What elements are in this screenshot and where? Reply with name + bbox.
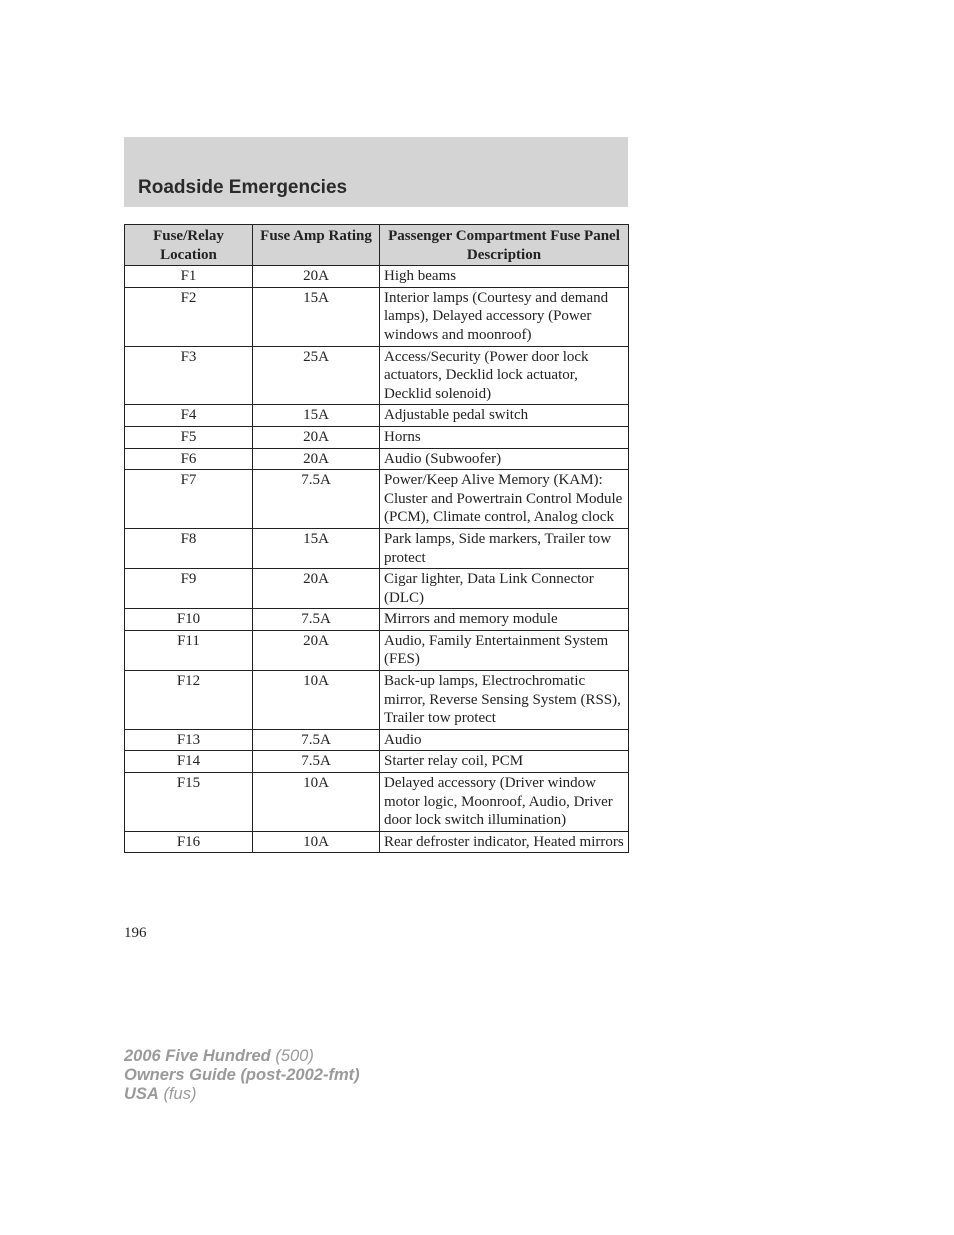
fuse-rating: 7.5A [253, 729, 380, 751]
fuse-location: F4 [125, 405, 253, 427]
fuse-rating: 10A [253, 671, 380, 730]
fuse-location: F13 [125, 729, 253, 751]
fuse-description: Audio [380, 729, 629, 751]
fuse-description: Audio (Subwoofer) [380, 448, 629, 470]
column-header-description: Passenger Compartment Fuse Panel Description [380, 225, 629, 266]
fuse-table [124, 224, 629, 853]
section-title: Roadside Emergencies [138, 177, 348, 198]
fuse-description: Adjustable pedal switch [380, 405, 629, 427]
fuse-location: F9 [125, 569, 253, 609]
fuse-rating: 7.5A [253, 751, 380, 773]
table-row [125, 528, 629, 568]
fuse-rating: 7.5A [253, 609, 380, 631]
table-row [125, 729, 629, 751]
fuse-location: F15 [125, 773, 253, 832]
fuse-rating: 20A [253, 630, 380, 670]
fuse-description: Delayed accessory (Driver window motor logic, Moonroof, Audio, Driver door lock switch illumination) [380, 773, 629, 832]
fuse-location: F10 [125, 609, 253, 631]
table-row [125, 831, 629, 853]
table-row [125, 266, 629, 288]
fuse-location: F11 [125, 630, 253, 670]
footer-market-code: (fus) [163, 1085, 197, 1103]
table-row [125, 751, 629, 773]
column-header-location: Fuse/Relay Location [125, 225, 253, 266]
fuse-location: F16 [125, 831, 253, 853]
fuse-description: Cigar lighter, Data Link Connector (DLC) [380, 569, 629, 609]
fuse-rating: 20A [253, 569, 380, 609]
column-header-rating: Fuse Amp Rating [253, 225, 380, 266]
fuse-description: Starter relay coil, PCM [380, 751, 629, 773]
footer-model-code: (500) [275, 1047, 314, 1065]
fuse-description: Rear defroster indicator, Heated mirrors [380, 831, 629, 853]
fuse-rating: 10A [253, 831, 380, 853]
footer-guide-name: Owners Guide (post-2002-fmt) [124, 1066, 360, 1084]
fuse-rating: 15A [253, 405, 380, 427]
fuse-description: Power/Keep Alive Memory (KAM): Cluster and Powertrain Control Module (PCM), Climate control, Analog clock [380, 470, 629, 529]
table-row [125, 346, 629, 405]
table-header-row [125, 225, 629, 266]
document-footer [124, 1047, 360, 1104]
fuse-location: F5 [125, 426, 253, 448]
table-row [125, 470, 629, 529]
fuse-description: Audio, Family Entertainment System (FES) [380, 630, 629, 670]
table-row [125, 630, 629, 670]
footer-model-name: 2006 Five Hundred [124, 1047, 271, 1065]
table-row [125, 448, 629, 470]
table-row [125, 609, 629, 631]
fuse-rating: 20A [253, 266, 380, 288]
fuse-description: Back-up lamps, Electrochromatic mirror, Reverse Sensing System (RSS), Trailer tow protect [380, 671, 629, 730]
fuse-location: F1 [125, 266, 253, 288]
table-row [125, 405, 629, 427]
fuse-location: F12 [125, 671, 253, 730]
page-number: 196 [124, 925, 147, 941]
table-row [125, 287, 629, 346]
footer-line-guide [124, 1066, 360, 1085]
fuse-location: F2 [125, 287, 253, 346]
fuse-description: Park lamps, Side markers, Trailer tow protect [380, 528, 629, 568]
fuse-description: Mirrors and memory module [380, 609, 629, 631]
fuse-description: Interior lamps (Courtesy and demand lamps), Delayed accessory (Power windows and moonroof) [380, 287, 629, 346]
fuse-rating: 7.5A [253, 470, 380, 529]
fuse-rating: 20A [253, 448, 380, 470]
fuse-description: Access/Security (Power door lock actuators, Decklid lock actuator, Decklid solenoid) [380, 346, 629, 405]
footer-market: USA [124, 1085, 159, 1103]
fuse-location: F7 [125, 470, 253, 529]
table-row [125, 426, 629, 448]
fuse-rating: 15A [253, 287, 380, 346]
fuse-description: Horns [380, 426, 629, 448]
fuse-rating: 10A [253, 773, 380, 832]
fuse-rating: 20A [253, 426, 380, 448]
footer-line-market [124, 1085, 360, 1104]
fuse-location: F6 [125, 448, 253, 470]
section-header-band [124, 137, 628, 207]
fuse-description: High beams [380, 266, 629, 288]
table-row [125, 569, 629, 609]
fuse-location: F3 [125, 346, 253, 405]
fuse-rating: 25A [253, 346, 380, 405]
fuse-rating: 15A [253, 528, 380, 568]
fuse-location: F14 [125, 751, 253, 773]
table-row [125, 671, 629, 730]
fuse-location: F8 [125, 528, 253, 568]
footer-line-model [124, 1047, 360, 1066]
table-row [125, 773, 629, 832]
